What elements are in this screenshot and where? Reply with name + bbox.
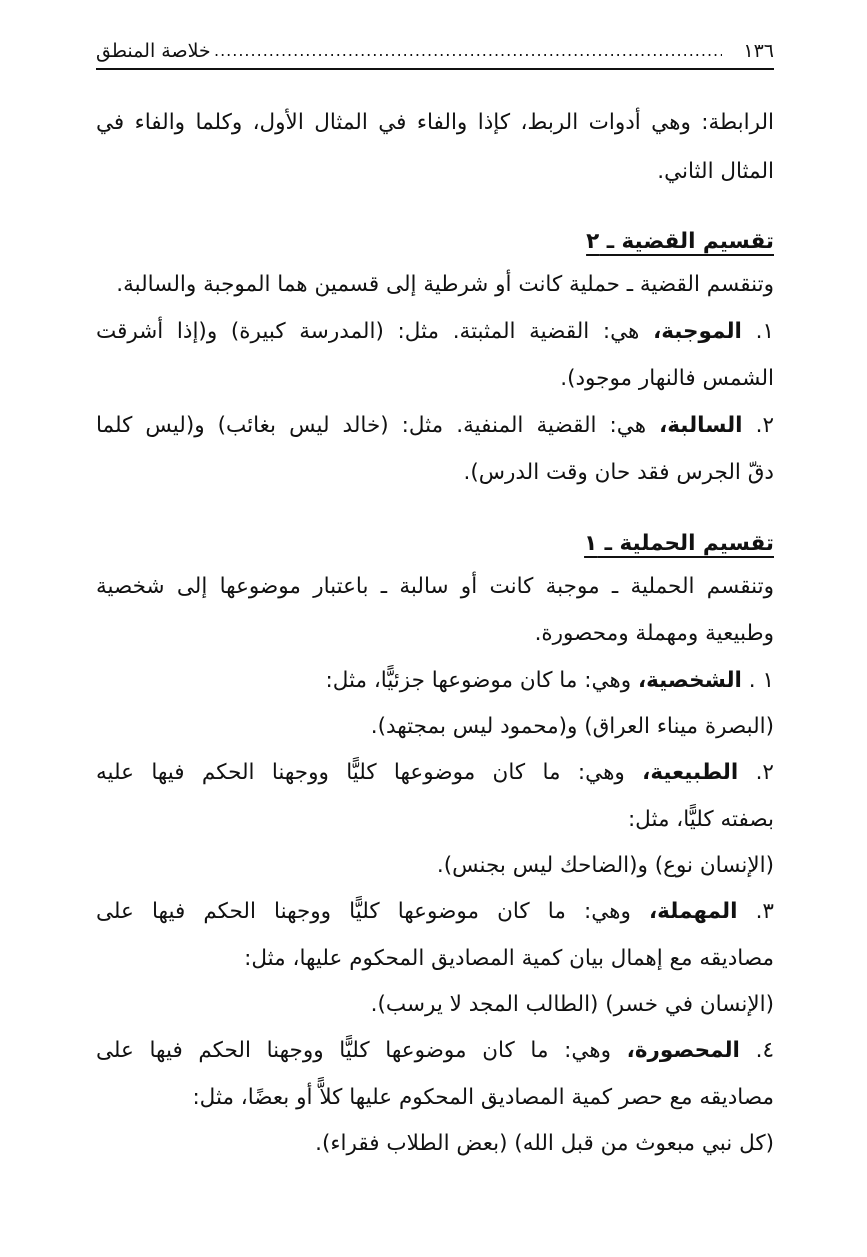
item-term: المحصورة، — [626, 1038, 740, 1063]
list-item — [96, 1034, 774, 1068]
item-text: وهي: ما كان موضوعها كليًّا ووجهنا الحكم فيها على — [96, 899, 631, 924]
example-line: (الإنسان في خسر) (الطالب المجد لا يرسب). — [370, 992, 774, 1017]
item-number: ١. — [755, 319, 774, 344]
item-number: ٤. — [755, 1038, 774, 1063]
paragraph-line: وتنقسم الحملية ـ موجبة كانت أو سالبة ـ باعتبار موضوعها إلى شخصية — [96, 574, 774, 599]
list-item — [96, 756, 774, 790]
paragraph-line: الرابطة: وهي أدوات الربط، كإذا والفاء في المثال الأول، وكلما والفاء في — [96, 110, 774, 135]
item-term: المهملة، — [649, 899, 738, 924]
example-line: (الإنسان نوع) و(الضاحك ليس بجنس). — [436, 853, 774, 878]
paragraph-line: الشمس فالنهار موجود). — [560, 366, 774, 391]
running-header — [96, 34, 774, 70]
example-line: (البصرة ميناء العراق) و(محمود ليس بمجتهد). — [370, 714, 774, 739]
item-number: ٢. — [755, 760, 774, 785]
item-text: هي: القضية المثبتة. مثل: (المدرسة كبيرة) و(إذا أشرقت — [96, 319, 640, 344]
paragraph-line: مصاديقه مع حصر كمية المصاديق المحكوم عليها كلاًّ أو بعضًا، مثل: — [192, 1085, 774, 1110]
leader-dots — [214, 34, 722, 68]
item-number: ٢. — [755, 413, 774, 438]
item-text: وهي: ما كان موضوعها كليًّا ووجهنا الحكم فيها عليه — [96, 760, 625, 785]
list-item — [325, 664, 774, 698]
item-number: ٣. — [755, 899, 774, 924]
item-text: وهي: ما كان موضوعها كليًّا ووجهنا الحكم فيها على — [96, 1038, 612, 1063]
item-number: ١ . — [748, 668, 774, 693]
paragraph-line: وطبيعية ومهملة ومحصورة. — [534, 621, 774, 646]
list-item — [96, 409, 774, 443]
page-number: ١٣٦ — [743, 40, 774, 62]
paragraph-line: مصاديقه مع إهمال بيان كمية المصاديق المحكوم عليها، مثل: — [244, 946, 774, 971]
paragraph-line: وتنقسم القضية ـ حملية كانت أو شرطية إلى قسمين هما الموجبة والسالبة. — [116, 272, 774, 297]
paragraph-line: المثال الثاني. — [657, 159, 774, 184]
example-line: (كل نبي مبعوث من قبل الله) (بعض الطلاب فقراء). — [315, 1131, 774, 1156]
item-term: الشخصية، — [637, 668, 742, 693]
book-title: خلاصة المنطق — [96, 40, 211, 62]
paragraph-line: دقّ الجرس فقد حان وقت الدرس). — [463, 460, 774, 485]
item-text: هي: القضية المنفية. مثل: (خالد ليس بغائب) و(ليس كلما — [96, 413, 647, 438]
list-item — [96, 315, 774, 349]
item-term: الطبيعية، — [642, 760, 739, 785]
section-heading: تقسيم الحملية ـ ١ — [584, 531, 774, 556]
item-term: الموجبة، — [653, 319, 742, 344]
paragraph-line: بصفته كليًّا، مثل: — [627, 807, 774, 832]
section-heading: تقسيم القضية ـ ٢ — [586, 229, 774, 254]
list-item — [96, 895, 774, 929]
item-text: وهي: ما كان موضوعها جزئيًّا، مثل: — [325, 668, 632, 693]
item-term: السالبة، — [659, 413, 743, 438]
